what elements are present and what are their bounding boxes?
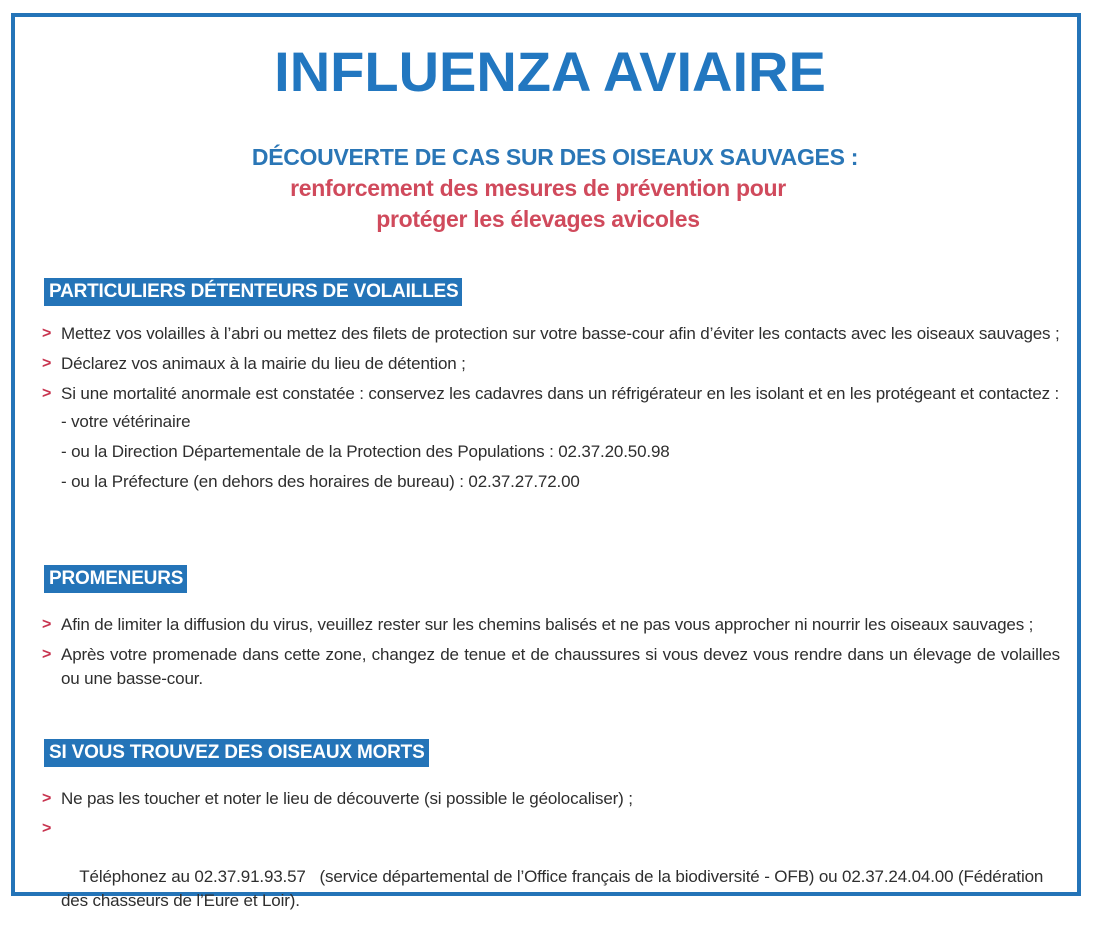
list-item-text: Afin de limiter la diffusion du virus, veuillez rester sur les chemins balisés et ne pas vous approcher ni nourrir les oiseaux sauvages ; <box>61 615 1034 634</box>
list-item-text: Mettez vos volailles à l’abri ou mettez des filets de protection sur votre basse-cour afin d’éviter les contacts avec les oiseaux sauvages ; <box>61 324 1060 343</box>
list-item <box>40 352 1060 376</box>
contact-veterinaire: - votre vétérinaire <box>61 412 191 431</box>
section-promeneurs <box>40 613 1060 697</box>
section-heading-promeneurs: PROMENEURS <box>44 565 187 593</box>
contact-prefecture: - ou la Préfecture (en dehors des horaires de bureau) : 02.37.27.72.00 <box>61 472 580 491</box>
list-item-text: Si une mortalité anormale est constatée : conservez les cadavres dans un réfrigérateur en les isolant et en les protégeant et contactez : <box>61 384 1060 403</box>
chevron-right-icon: > <box>42 355 52 372</box>
list-item-text: Après votre promenade dans cette zone, changez de tenue et de chaussures si vous devez vous rendre dans un élevage de volailles ou une basse-cour. <box>61 645 1060 688</box>
list-item <box>40 382 1060 406</box>
tagline-line-1: renforcement des mesures de prévention pour <box>290 175 786 201</box>
list-item-text: Téléphonez au 02.37.91.93.57 (service départemental de l’Office français de la biodiversité - OFB) ou 02.37.24.04.00 (Fédération des chasseurs de l’Eure et Loir). <box>61 867 1048 910</box>
chevron-right-icon: > <box>42 325 52 342</box>
chevron-right-icon: > <box>42 616 52 633</box>
chevron-right-icon: > <box>42 790 52 807</box>
chevron-right-icon: > <box>42 820 52 837</box>
section-oiseaux-morts <box>40 787 1060 943</box>
tagline <box>0 173 1076 235</box>
list-item <box>40 643 1060 691</box>
chevron-right-icon: > <box>42 646 52 663</box>
section-heading-particuliers: PARTICULIERS DÉTENTEURS DE VOLAILLES <box>44 278 462 306</box>
tagline-line-2: protéger les élevages avicoles <box>376 206 700 232</box>
contact-ddpp: - ou la Direction Départementale de la Protection des Populations : 02.37.20.50.98 <box>61 442 670 461</box>
subtitle: DÉCOUVERTE DE CAS SUR DES OISEAUX SAUVAGES : <box>251 144 859 170</box>
list-item <box>40 787 1060 811</box>
section-heading-oiseaux-morts: SI VOUS TROUVEZ DES OISEAUX MORTS <box>44 739 429 767</box>
list-item <box>40 322 1060 346</box>
list-item-text: Ne pas les toucher et noter le lieu de découverte (si possible le géolocaliser) ; <box>61 789 633 808</box>
list-item <box>40 613 1060 637</box>
page-title: INFLUENZA AVIAIRE <box>274 40 826 103</box>
list-item <box>40 817 1060 937</box>
list-item-text: Déclarez vos animaux à la mairie du lieu de détention ; <box>61 354 466 373</box>
chevron-right-icon: > <box>42 385 52 402</box>
section-particuliers <box>40 322 1060 500</box>
